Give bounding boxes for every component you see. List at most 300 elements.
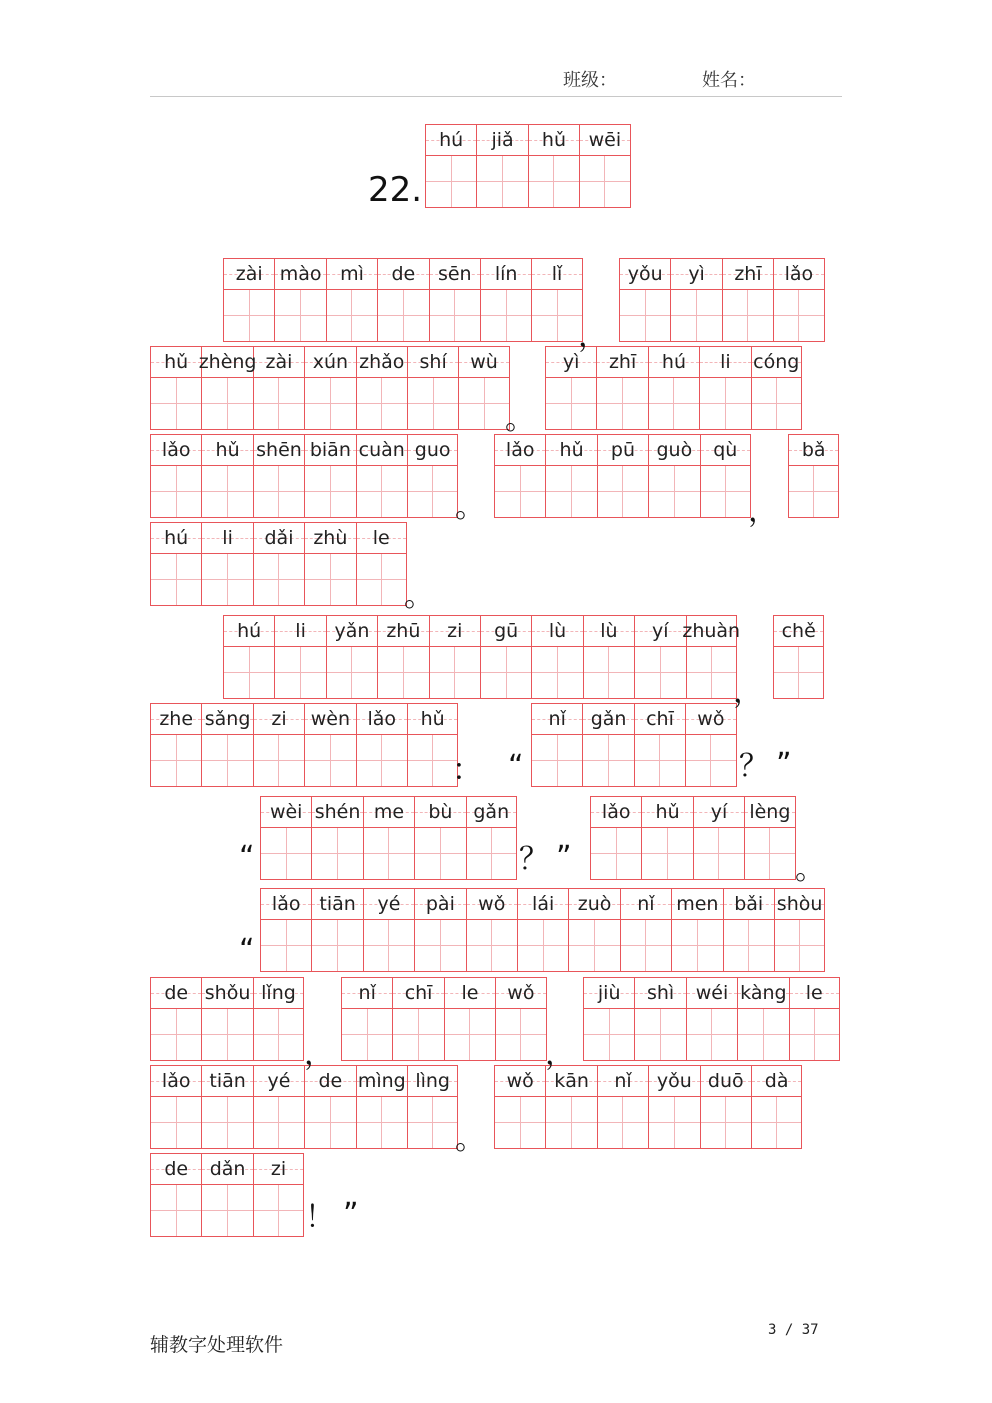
tianzige-cell: [545, 1065, 596, 1149]
hanzi-box[interactable]: [531, 290, 582, 342]
hanzi-box[interactable]: [341, 1009, 392, 1061]
hanzi-box[interactable]: [429, 647, 480, 699]
tianzige-cell: [597, 1065, 648, 1149]
pinyin-syllable: hǔ: [215, 439, 240, 461]
pinyin-syllable: le: [805, 982, 823, 1004]
class-label: 班级：: [563, 70, 617, 91]
tianzige-cell: [414, 888, 465, 972]
hanzi-box[interactable]: [531, 647, 582, 699]
pinyin-syllable: wǒ: [478, 893, 506, 915]
hanzi-box[interactable]: [253, 378, 304, 430]
hanzi-box[interactable]: [685, 735, 736, 787]
hanzi-box[interactable]: [700, 466, 751, 518]
pinyin-syllable: guo: [414, 439, 451, 461]
pinyin-box: [198, 346, 257, 378]
pinyin-syllable: hǔ: [541, 129, 567, 151]
hanzi-box[interactable]: [590, 828, 641, 880]
pinyin-syllable: hǔ: [164, 351, 189, 373]
pinyin-box: [363, 888, 414, 920]
pinyin-syllable: li: [720, 351, 731, 373]
hanzi-box[interactable]: [356, 735, 407, 787]
hanzi-box[interactable]: [723, 920, 774, 972]
pinyin-syllable: bǎ: [801, 439, 826, 461]
hanzi-box[interactable]: [620, 920, 671, 972]
pinyin-box: [634, 977, 685, 1009]
title-grid: [425, 124, 631, 208]
hanzi-box[interactable]: [407, 735, 458, 787]
hanzi-box[interactable]: [425, 156, 476, 208]
tianzige-cell: [150, 522, 201, 606]
tianzige-cell: [634, 977, 685, 1061]
hanzi-box[interactable]: [363, 920, 414, 972]
tianzige-cell: [201, 1153, 252, 1237]
pinyin-syllable: de: [164, 982, 189, 1004]
tianzige-cell: [429, 615, 480, 699]
pinyin-syllable: yì: [562, 351, 580, 373]
pinyin-box: [579, 124, 630, 156]
pinyin-syllable: dǎn: [209, 1158, 246, 1180]
hanzi-box[interactable]: [648, 466, 699, 518]
hanzi-box[interactable]: [480, 647, 531, 699]
hanzi-box[interactable]: [377, 290, 428, 342]
hanzi-box[interactable]: [356, 554, 407, 606]
pinyin-syllable: wèn: [310, 708, 350, 730]
hanzi-box[interactable]: [597, 466, 648, 518]
tianzige-cell: [671, 888, 722, 972]
pinyin-box: [304, 346, 355, 378]
hanzi-box[interactable]: [648, 1097, 699, 1149]
pinyin-box: [425, 124, 476, 156]
hanzi-box[interactable]: [671, 920, 722, 972]
hanzi-box[interactable]: [201, 1185, 252, 1237]
hanzi-box[interactable]: [648, 378, 699, 430]
tianzige-cell: [201, 977, 252, 1061]
hanzi-box[interactable]: [150, 735, 201, 787]
hanzi-box[interactable]: [641, 828, 692, 880]
pinyin-syllable: duō: [707, 1070, 744, 1092]
hanzi-box[interactable]: [568, 920, 619, 972]
pinyin-box: [737, 977, 788, 1009]
pinyin-box: [260, 888, 311, 920]
pinyin-box: [583, 615, 634, 647]
pinyin-syllable: wēi: [588, 129, 622, 151]
hanzi-box[interactable]: [356, 1097, 407, 1149]
hanzi-box[interactable]: [619, 290, 670, 342]
hanzi-box[interactable]: [326, 647, 377, 699]
tianzige-cell: [788, 434, 839, 518]
tianzige-cell: [751, 1065, 802, 1149]
hanzi-box[interactable]: [150, 1097, 201, 1149]
hanzi-box[interactable]: [253, 1185, 304, 1237]
hanzi-box[interactable]: [304, 378, 355, 430]
tianzige-cell: [686, 977, 737, 1061]
pinyin-syllable: jiǎ: [491, 129, 514, 151]
hanzi-box[interactable]: [150, 1009, 201, 1061]
pinyin-box: [253, 703, 304, 735]
hanzi-box[interactable]: [545, 378, 596, 430]
hanzi-box[interactable]: [253, 1097, 304, 1149]
hanzi-box[interactable]: [150, 466, 201, 518]
pinyin-syllable: wéi: [695, 982, 729, 1004]
hanzi-box[interactable]: [494, 1097, 545, 1149]
grid-group: [260, 888, 825, 972]
hanzi-box[interactable]: [274, 647, 325, 699]
pinyin-box: [201, 1153, 252, 1185]
hanzi-box[interactable]: [326, 290, 377, 342]
hanzi-box[interactable]: [634, 647, 685, 699]
tianzige-cell: [363, 796, 414, 880]
pinyin-syllable: de: [164, 1158, 189, 1180]
tianzige-cell: [253, 1065, 304, 1149]
hanzi-box[interactable]: [670, 290, 721, 342]
tianzige-cell: [341, 977, 392, 1061]
lesson-number: 22.: [368, 170, 423, 210]
pinyin-box: [150, 522, 201, 554]
hanzi-box[interactable]: [356, 466, 407, 518]
hanzi-box[interactable]: [596, 378, 647, 430]
hanzi-box[interactable]: [634, 1009, 685, 1061]
tianzige-cell: [392, 977, 443, 1061]
hanzi-box[interactable]: [253, 466, 304, 518]
tianzige-cell: [620, 888, 671, 972]
hanzi-box[interactable]: [201, 1097, 252, 1149]
pinyin-box: [634, 703, 685, 735]
tianzige-cell: [150, 1153, 201, 1237]
pinyin-box: [495, 977, 546, 1009]
tianzige-cell: [253, 1153, 304, 1237]
pinyin-syllable: le: [461, 982, 479, 1004]
pinyin-syllable: yé: [267, 1070, 291, 1092]
pinyin-box: [150, 434, 201, 466]
grid-group: [341, 977, 547, 1061]
hanzi-box[interactable]: [582, 735, 633, 787]
hanzi-box[interactable]: [253, 735, 304, 787]
pinyin-syllable: li: [222, 527, 233, 549]
hanzi-box[interactable]: [597, 1097, 648, 1149]
pinyin-syllable: tiān: [209, 1070, 246, 1092]
hanzi-box[interactable]: [774, 920, 825, 972]
hanzi-box[interactable]: [150, 1185, 201, 1237]
tianzige-cell: [150, 1065, 201, 1149]
page-number: 3 / 37: [768, 1322, 819, 1338]
hanzi-box[interactable]: [751, 378, 802, 430]
pinyin-box: [545, 434, 596, 466]
comma: ，: [748, 494, 778, 529]
pinyin-syllable: yǎn: [334, 620, 370, 642]
pinyin-box: [356, 346, 407, 378]
pinyin-box: [201, 522, 252, 554]
grid-group: [619, 258, 825, 342]
grid-group: [223, 258, 583, 342]
hanzi-box[interactable]: [773, 647, 824, 699]
hanzi-box[interactable]: [693, 828, 744, 880]
pinyin-syllable: yǒu: [627, 263, 663, 285]
hanzi-box[interactable]: [545, 1097, 596, 1149]
pinyin-syllable: biān: [309, 439, 351, 461]
hanzi-box[interactable]: [744, 828, 795, 880]
hanzi-box[interactable]: [304, 554, 355, 606]
hanzi-box[interactable]: [495, 1009, 546, 1061]
pinyin-box: [377, 615, 428, 647]
pinyin-syllable: lǎo: [505, 439, 535, 461]
pinyin-syllable: zhù: [313, 527, 348, 549]
hanzi-box[interactable]: [531, 735, 582, 787]
pinyin-box: [634, 615, 685, 647]
pinyin-box: [744, 796, 795, 828]
pinyin-syllable: nǐ: [614, 1070, 632, 1092]
pinyin-syllable: mì: [340, 263, 364, 285]
hanzi-box[interactable]: [466, 828, 517, 880]
hanzi-box[interactable]: [458, 378, 509, 430]
tianzige-cell: [737, 977, 788, 1061]
hanzi-box[interactable]: [201, 554, 252, 606]
pinyin-syllable: nǐ: [548, 708, 566, 730]
tianzige-cell: [356, 522, 407, 606]
hanzi-box[interactable]: [304, 735, 355, 787]
pinyin-syllable: nǐ: [637, 893, 655, 915]
hanzi-box[interactable]: [686, 647, 737, 699]
tianzige-cell: [150, 346, 201, 430]
tianzige-cell: [326, 615, 377, 699]
pinyin-syllable: lù: [600, 620, 618, 642]
tianzige-cell: [356, 346, 407, 430]
pinyin-syllable: zhī: [608, 351, 637, 373]
hanzi-box[interactable]: [476, 156, 527, 208]
pinyin-box: [774, 888, 825, 920]
hanzi-box[interactable]: [751, 1097, 802, 1149]
hanzi-box[interactable]: [722, 290, 773, 342]
tianzige-cell: [773, 258, 824, 342]
pinyin-syllable: zhuàn: [682, 620, 741, 642]
hanzi-box[interactable]: [444, 1009, 495, 1061]
hanzi-box[interactable]: [788, 466, 839, 518]
colon: ：: [452, 753, 482, 788]
pinyin-syllable: de: [391, 263, 416, 285]
hanzi-box[interactable]: [583, 647, 634, 699]
tianzige-cell: [304, 346, 355, 430]
hanzi-box[interactable]: [253, 554, 304, 606]
hanzi-box[interactable]: [260, 828, 311, 880]
pinyin-syllable: guò: [656, 439, 693, 461]
hanzi-box[interactable]: [773, 290, 824, 342]
hanzi-box[interactable]: [407, 466, 458, 518]
tianzige-cell: [531, 258, 582, 342]
hanzi-box[interactable]: [414, 920, 465, 972]
pinyin-box: [407, 1065, 458, 1097]
hanzi-box[interactable]: [304, 1097, 355, 1149]
pinyin-box: [531, 703, 582, 735]
pinyin-syllable: zi: [270, 1158, 287, 1180]
grid-group: [150, 1065, 458, 1149]
pinyin-box: [671, 888, 722, 920]
pinyin-syllable: zhèng: [198, 351, 257, 373]
pinyin-syllable: cóng: [753, 351, 800, 373]
tianzige-cell: [407, 703, 458, 787]
hanzi-box[interactable]: [700, 1097, 751, 1149]
pinyin-syllable: lǐ: [551, 263, 563, 285]
tianzige-cell: [722, 258, 773, 342]
pinyin-syllable: sēn: [437, 263, 472, 285]
pinyin-box: [274, 615, 325, 647]
pinyin-syllable: shǒu: [204, 982, 251, 1004]
tianzige-cell: [545, 434, 596, 518]
hanzi-box[interactable]: [392, 1009, 443, 1061]
pinyin-syllable: chě: [781, 620, 816, 642]
hanzi-box[interactable]: [429, 290, 480, 342]
pinyin-box: [751, 346, 802, 378]
hanzi-box[interactable]: [583, 1009, 634, 1061]
tianzige-cell: [253, 977, 304, 1061]
pinyin-box: [304, 703, 355, 735]
tianzige-cell: [304, 434, 355, 518]
pinyin-syllable: men: [676, 893, 719, 915]
pinyin-box: [356, 703, 407, 735]
pinyin-box: [326, 258, 377, 290]
close-quote: ”: [776, 747, 792, 782]
tianzige-cell: [648, 1065, 699, 1149]
tianzige-cell: [466, 888, 517, 972]
hanzi-box[interactable]: [363, 828, 414, 880]
period: 。: [505, 402, 535, 437]
pinyin-box: [494, 434, 545, 466]
pinyin-box: [311, 888, 362, 920]
pinyin-box: [648, 1065, 699, 1097]
grid-group: [773, 615, 824, 699]
tianzige-cell: [414, 796, 465, 880]
hanzi-box[interactable]: [311, 828, 362, 880]
pinyin-syllable: lù: [548, 620, 567, 642]
pinyin-box: [751, 1065, 802, 1097]
hanzi-box[interactable]: [494, 466, 545, 518]
hanzi-box[interactable]: [545, 466, 596, 518]
pinyin-syllable: zi: [447, 620, 463, 642]
pinyin-syllable: lèng: [749, 801, 791, 823]
hanzi-box[interactable]: [737, 1009, 788, 1061]
hanzi-box[interactable]: [789, 1009, 840, 1061]
tianzige-cell: [253, 346, 304, 430]
pinyin-syllable: hǔ: [559, 439, 584, 461]
pinyin-syllable: zài: [265, 351, 293, 373]
tianzige-cell: [751, 346, 802, 430]
pinyin-box: [517, 888, 568, 920]
pinyin-box: [150, 703, 201, 735]
pinyin-syllable: hǔ: [420, 708, 445, 730]
tianzige-cell: [583, 977, 634, 1061]
hanzi-box[interactable]: [414, 828, 465, 880]
pinyin-box: [414, 796, 465, 828]
tianzige-cell: [531, 703, 582, 787]
grid-group: [150, 346, 510, 430]
tianzige-cell: [579, 124, 630, 208]
hanzi-box[interactable]: [528, 156, 579, 208]
tianzige-cell: [699, 346, 750, 430]
tianzige-cell: [311, 888, 362, 972]
tianzige-cell: [480, 615, 531, 699]
pinyin-box: [363, 796, 414, 828]
pinyin-box: [773, 615, 824, 647]
pinyin-syllable: shēn: [256, 439, 302, 461]
pinyin-syllable: yé: [377, 893, 401, 915]
hanzi-box[interactable]: [686, 1009, 737, 1061]
hanzi-box[interactable]: [201, 1009, 252, 1061]
pinyin-box: [648, 434, 699, 466]
hanzi-box[interactable]: [480, 290, 531, 342]
tianzige-cell: [201, 1065, 252, 1149]
tianzige-cell: [648, 434, 699, 518]
hanzi-box[interactable]: [407, 378, 458, 430]
tianzige-cell: [274, 258, 325, 342]
pinyin-box: [693, 796, 744, 828]
hanzi-box[interactable]: [356, 378, 407, 430]
pinyin-syllable: chī: [404, 982, 433, 1004]
hanzi-box[interactable]: [579, 156, 630, 208]
hanzi-box[interactable]: [201, 378, 252, 430]
pinyin-box: [253, 434, 304, 466]
grid-group: [494, 434, 751, 518]
tianzige-cell: [253, 434, 304, 518]
pinyin-syllable: hú: [661, 351, 687, 373]
pinyin-box: [407, 346, 458, 378]
open-quote: “: [239, 840, 255, 875]
hanzi-box[interactable]: [466, 920, 517, 972]
hanzi-box[interactable]: [260, 920, 311, 972]
tianzige-cell: [597, 434, 648, 518]
hanzi-box[interactable]: [253, 1009, 304, 1061]
pinyin-syllable: hú: [237, 620, 262, 642]
pinyin-syllable: zhǎo: [359, 351, 405, 373]
pinyin-box: [253, 977, 304, 1009]
pinyin-box: [150, 346, 201, 378]
pinyin-syllable: wǒ: [507, 982, 535, 1004]
pinyin-box: [429, 615, 480, 647]
pinyin-box: [407, 434, 458, 466]
tianzige-cell: [528, 124, 579, 208]
hanzi-box[interactable]: [150, 554, 201, 606]
hanzi-box[interactable]: [150, 378, 201, 430]
hanzi-box[interactable]: [517, 920, 568, 972]
hanzi-box[interactable]: [377, 647, 428, 699]
hanzi-box[interactable]: [201, 735, 252, 787]
hanzi-box[interactable]: [634, 735, 685, 787]
pinyin-box: [407, 703, 458, 735]
pinyin-syllable: lǎo: [367, 708, 397, 730]
hanzi-box[interactable]: [274, 290, 325, 342]
pinyin-syllable: hú: [439, 129, 464, 151]
pinyin-box: [686, 977, 737, 1009]
pinyin-syllable: pài: [425, 893, 455, 915]
pinyin-syllable: yǒu: [656, 1070, 692, 1092]
hanzi-box[interactable]: [223, 647, 274, 699]
tianzige-cell: [150, 977, 201, 1061]
period: 。: [455, 490, 485, 525]
software-name: 辅教字处理软件: [150, 1334, 284, 1356]
hanzi-box[interactable]: [223, 290, 274, 342]
pinyin-box: [253, 346, 304, 378]
hanzi-box[interactable]: [407, 1097, 458, 1149]
hanzi-box[interactable]: [311, 920, 362, 972]
tianzige-cell: [444, 977, 495, 1061]
hanzi-box[interactable]: [201, 466, 252, 518]
pinyin-box: [568, 888, 619, 920]
hanzi-box[interactable]: [304, 466, 355, 518]
tianzige-cell: [582, 703, 633, 787]
pinyin-box: [429, 258, 480, 290]
pinyin-syllable: mìng: [357, 1070, 406, 1092]
tianzige-cell: [150, 434, 201, 518]
hanzi-box[interactable]: [699, 378, 750, 430]
tianzige-cell: [201, 434, 252, 518]
pinyin-box: [150, 1065, 201, 1097]
